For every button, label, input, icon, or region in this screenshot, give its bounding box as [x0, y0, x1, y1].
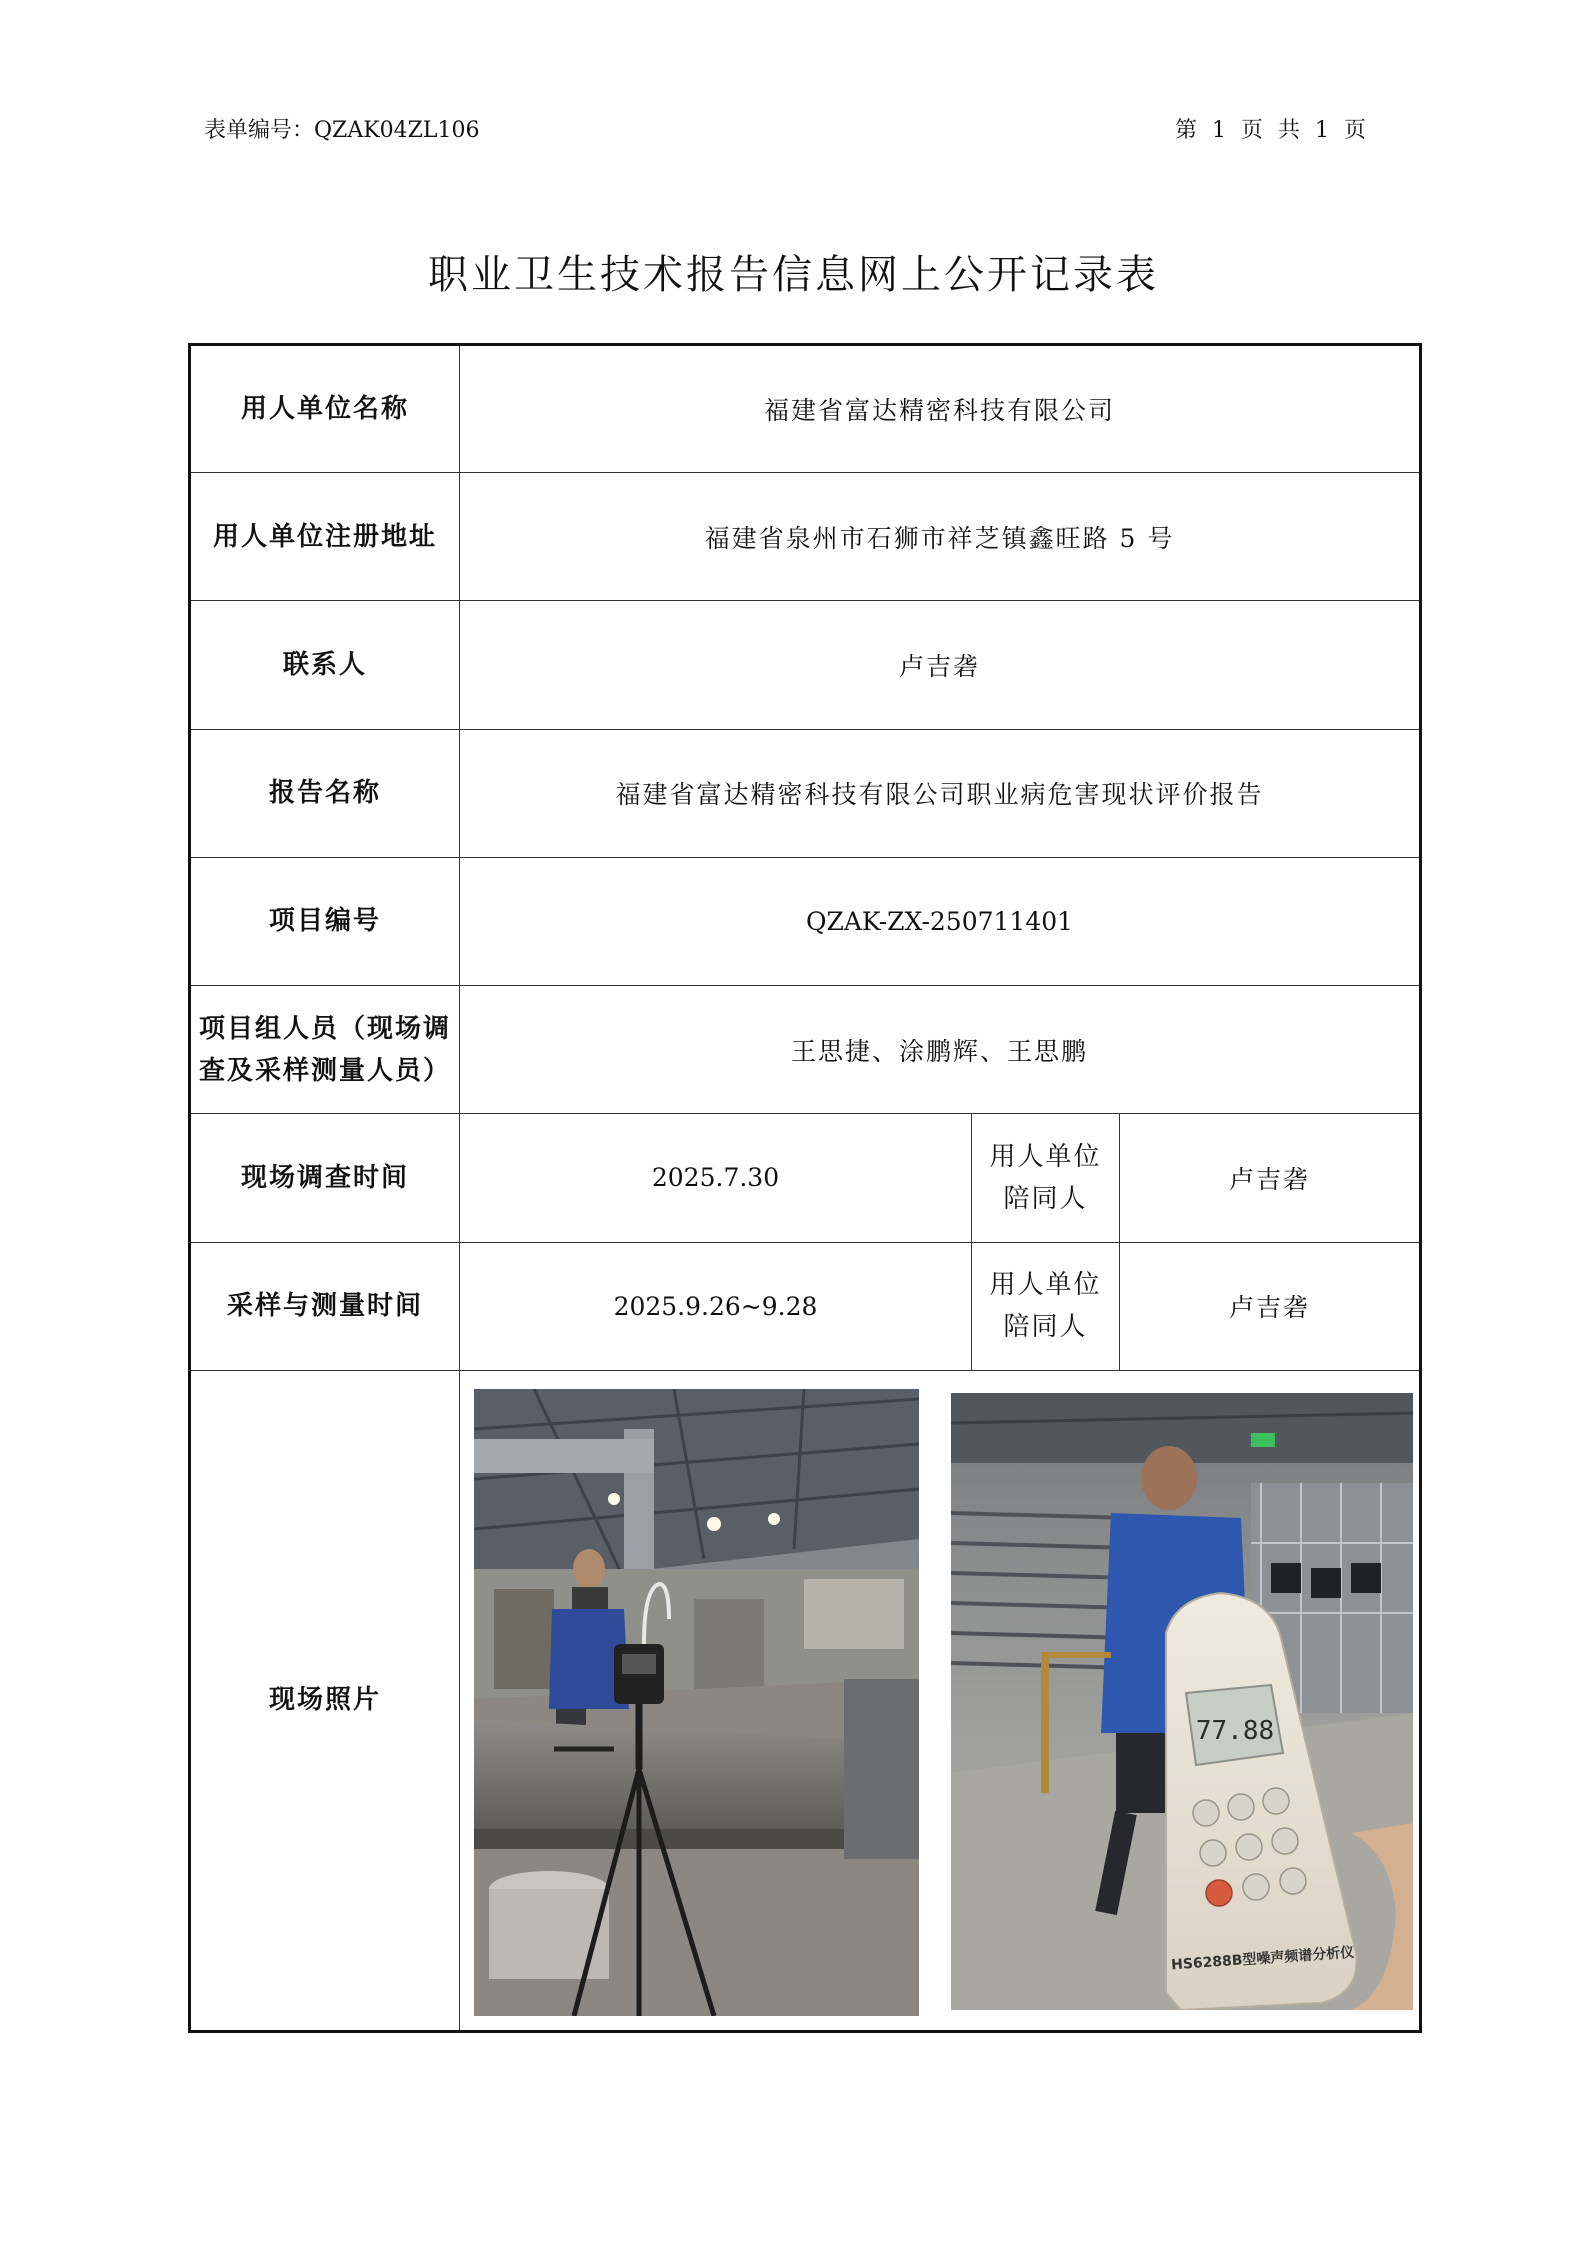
row-survey: [190, 1114, 1421, 1242]
unit-name-value: 福建省富达精密科技有限公司: [460, 345, 1421, 473]
meter-reading: 77.88: [1195, 1716, 1275, 1747]
sampling-companion-label-line2: 陪同人: [1003, 1312, 1088, 1343]
photos-label: 现场照片: [190, 1370, 460, 2031]
sampling-companion-value: 卢吉砻: [1120, 1242, 1421, 1370]
project-no-value: QZAK-ZX-250711401: [460, 857, 1421, 985]
photos-container: [460, 1371, 1419, 2029]
team-value: 王思捷、涂鹏辉、王思鹏: [460, 986, 1421, 1114]
team-label-line1: 项目组人员（现场调: [199, 1013, 452, 1044]
row-address: [190, 473, 1421, 601]
address-label: 用人单位注册地址: [190, 473, 460, 601]
page-title: 职业卫生技术报告信息网上公开记录表: [428, 252, 1159, 298]
meter-model: HS6288B型噪声频谱分析仪: [1170, 1945, 1355, 1974]
report-name-label: 报告名称: [190, 729, 460, 857]
row-contact: [190, 601, 1421, 729]
page-info: 第 1 页 共 1 页: [1175, 118, 1366, 143]
sampling-time-value: 2025.9.26~9.28: [460, 1242, 972, 1370]
site-photo-noise-meter: [951, 1393, 1413, 2010]
photos-cell: [460, 1370, 1421, 2031]
site-photo-sampler: [474, 1389, 919, 2016]
row-unit-name: [190, 345, 1421, 473]
project-no-label: 项目编号: [190, 857, 460, 985]
survey-companion-label-line1: 用人单位: [989, 1141, 1102, 1172]
row-report-name: [190, 729, 1421, 857]
team-label: [190, 986, 460, 1114]
row-team: [190, 986, 1421, 1114]
sampling-companion-label-line1: 用人单位: [989, 1270, 1102, 1301]
survey-companion-label-line2: 陪同人: [1003, 1183, 1088, 1214]
form-number: 表单编号：QZAK04ZL106: [204, 118, 480, 143]
team-label-line2: 查及采样测量人员）: [199, 1055, 452, 1086]
report-name-value: 福建省富达精密科技有限公司职业病危害现状评价报告: [460, 729, 1421, 857]
survey-companion-label: [972, 1114, 1120, 1242]
sampling-time-label: 采样与测量时间: [190, 1242, 460, 1370]
row-photos: [190, 1370, 1421, 2031]
unit-name-label: 用人单位名称: [190, 345, 460, 473]
row-project-no: [190, 857, 1421, 985]
address-value: 福建省泉州市石狮市祥芝镇鑫旺路 5 号: [460, 473, 1421, 601]
survey-companion-value: 卢吉砻: [1120, 1114, 1421, 1242]
sampling-companion-label: [972, 1242, 1120, 1370]
survey-time-label: 现场调查时间: [190, 1114, 460, 1242]
contact-label: 联系人: [190, 601, 460, 729]
record-table: [188, 343, 1422, 2033]
survey-time-value: 2025.7.30: [460, 1114, 972, 1242]
contact-value: 卢吉砻: [460, 601, 1421, 729]
row-sampling: [190, 1242, 1421, 1370]
